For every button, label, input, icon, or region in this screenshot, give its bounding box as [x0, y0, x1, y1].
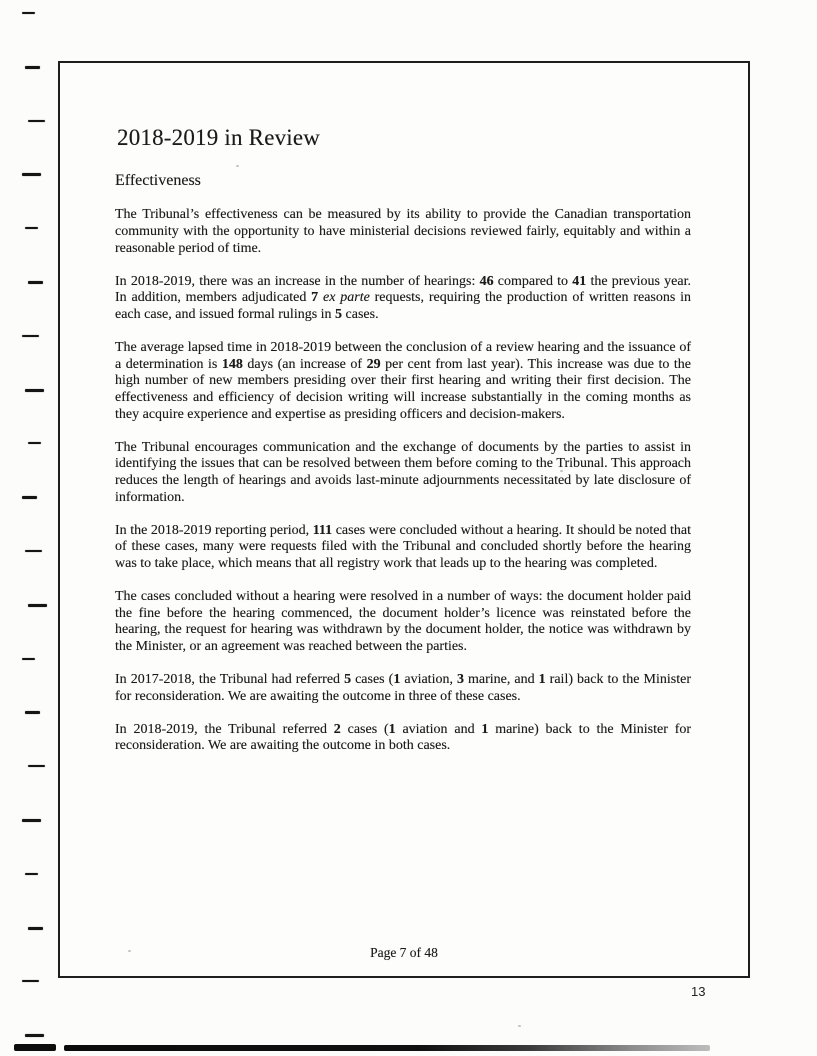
binding-mark: [25, 227, 38, 229]
scan-speck: [128, 950, 131, 952]
document-body: [115, 207, 691, 755]
paragraph: In 2017-2018, the Tribunal had referred 5 cases (1 aviation, 3 marine, and 1 rail) back to the Minister for reconsideration. We are awaiting the outcome in three of these cases.: [115, 672, 691, 704]
binding-mark: [28, 281, 43, 284]
binding-mark: [25, 550, 42, 552]
scan-speck: [518, 1025, 521, 1027]
binding-mark: [25, 389, 44, 392]
binding-mark: [25, 1034, 44, 1037]
footer-page-label: Page 7 of 48: [370, 945, 438, 960]
binding-mark: [25, 66, 40, 69]
binding-mark: [22, 819, 41, 822]
binding-mark: [28, 927, 43, 930]
binding-mark: [28, 120, 45, 122]
scan-page-number: 13: [691, 984, 706, 999]
paragraph: The average lapsed time in 2018-2019 between the conclusion of a review hearing and the issuance of a determination is 148 days (an increase of 29 per cent from last year). This increase was due to the high number of new members presiding over their first hearing and writing their first decision. The effectiveness and efficiency of decision writing will increase substantially in the coming months as they acquire experience and expertise as presiding officers and decision-makers.: [115, 340, 691, 422]
binding-mark: [25, 711, 40, 714]
binding-mark: [28, 442, 41, 444]
paragraph: The Tribunal’s effectiveness can be measured by its ability to provide the Canadian transportation community with the opportunity to have ministerial decisions reviewed fairly, equitably and within a reasonable period of time.: [115, 207, 691, 256]
paragraph: In the 2018-2019 reporting period, 111 cases were concluded without a hearing. It should be noted that of these cases, many were requests filed with the Tribunal and concluded shortly before the hearing was to take place, which means that all registry work that leads up to the hearing was completed.: [115, 522, 691, 571]
binding-mark: [25, 873, 38, 875]
section-heading: Effectiveness: [115, 172, 201, 190]
paragraph: In 2018-2019, there was an increase in the number of hearings: 46 compared to 41 the previous year. In addition, members adjudicated 7 ex parte requests, requiring the production of written reasons in each case, and issued formal rulings in 5 cases.: [115, 273, 692, 322]
binding-mark: [22, 12, 35, 14]
scan-artifact-bar-left: [14, 1044, 56, 1051]
binding-mark: [22, 658, 35, 660]
scan-speck: [236, 165, 239, 167]
scan-artifact-bottom-bar: [64, 1045, 710, 1051]
scan-speck: [560, 470, 563, 472]
paragraph: In 2018-2019, the Tribunal referred 2 cases (1 aviation and 1 marine) back to the Minister for reconsideration. We are awaiting the outcome in both cases.: [115, 721, 692, 754]
document-border-frame: [58, 61, 750, 978]
page-title: 2018-2019 in Review: [117, 125, 321, 150]
binding-mark: [28, 765, 45, 767]
binding-mark: [22, 173, 41, 176]
binding-mark: [22, 335, 39, 337]
binding-mark: [28, 604, 47, 607]
paragraph: The Tribunal encourages communication and the exchange of documents by the parties to assist in identifying the issues that can be resolved between them before coming to the Tribunal. This approach reduces the length of hearings and avoids last-minute adjournments necessitated by late disclosure of information.: [115, 439, 691, 505]
binding-mark: [22, 496, 37, 499]
document-content: [60, 63, 748, 755]
paragraph: The cases concluded without a hearing were resolved in a number of ways: the document holder paid the fine before the hearing commenced, the document holder’s licence was reinstated before the hearing, the request for hearing was withdrawn by the document holder, the notice was withdrawn by the Minister, or an agreement was reached between the parties.: [115, 589, 691, 654]
binding-mark: [22, 980, 39, 982]
